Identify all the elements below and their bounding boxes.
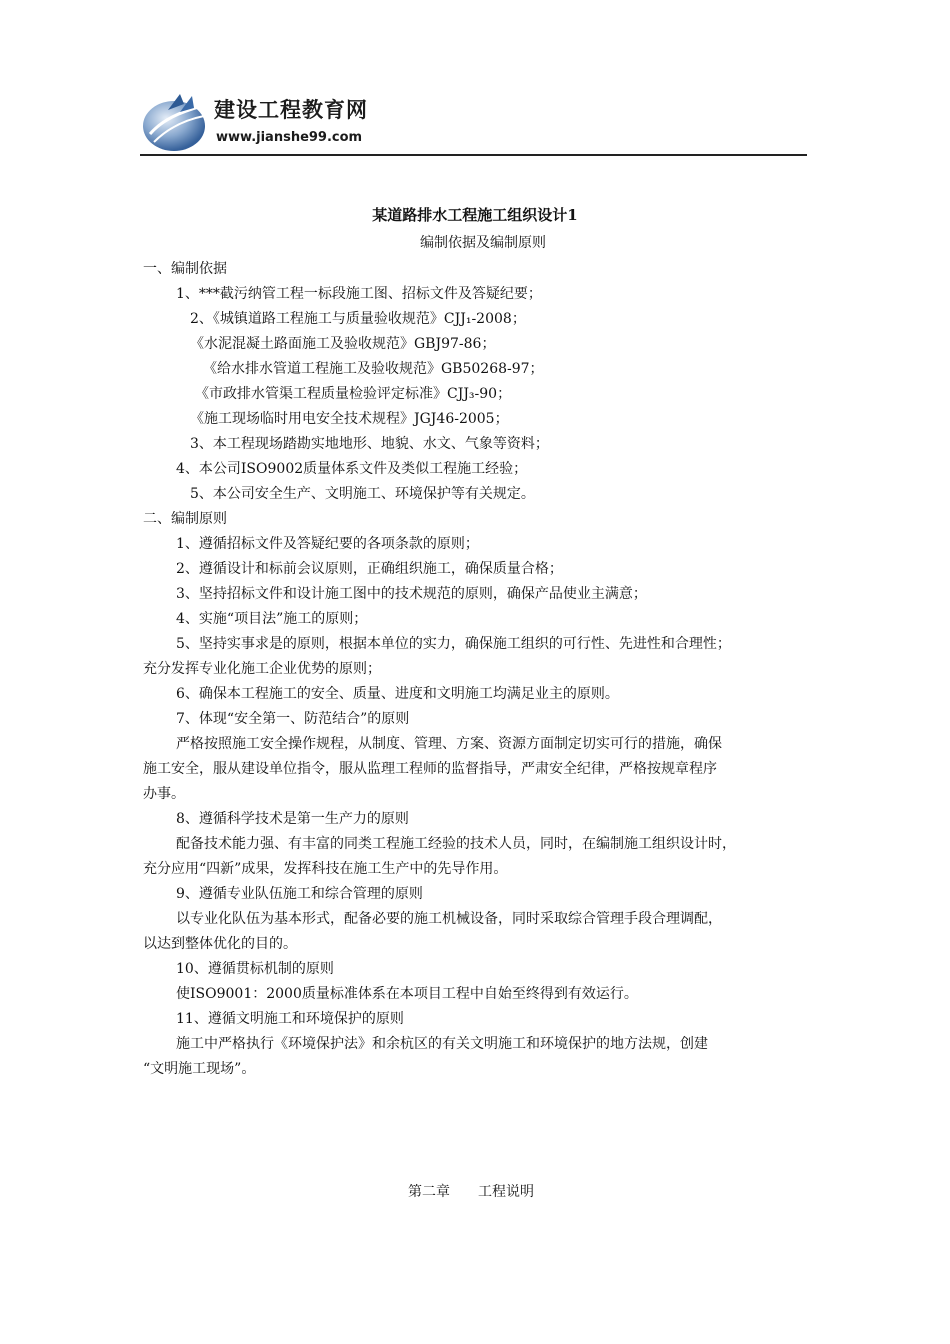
header-divider (140, 154, 807, 156)
list-item: 5、本公司安全生产、文明施工、环境保护等有关规定。 (190, 486, 535, 502)
list-item: 9、遵循专业队伍施工和综合管理的原则 (176, 886, 423, 902)
paragraph-line: 严格按照施工安全操作规程，从制度、管理、方案、资源方面制定切实可行的措施，确保 (176, 736, 722, 752)
list-item: 11、遵循文明施工和环境保护的原则 (176, 1011, 404, 1027)
logo-url[interactable]: www.jianshe99.com (216, 130, 363, 145)
chapter-heading: 第二章 工程说明 (408, 1184, 534, 1200)
paragraph-line: 使ISO9001：2000质量标准体系在本项目工程中自始至终得到有效运行。 (176, 986, 638, 1002)
list-item: 《市政排水管渠工程质量检验评定标准》CJJ₃-90； (195, 386, 512, 402)
list-item: 10、遵循贯标机制的原则 (176, 961, 334, 977)
list-item: 7、体现“安全第一、防范结合”的原则 (176, 711, 410, 727)
document-title: 某道路排水工程施工组织设计1 (372, 206, 578, 224)
list-item: 4、本公司ISO9002质量体系文件及类似工程施工经验； (176, 461, 528, 477)
list-item: 5、坚持实事求是的原则，根据本单位的实力，确保施工组织的可行性、先进性和合理性； (176, 636, 731, 652)
list-item: 4、实施“项目法”施工的原则； (176, 611, 368, 627)
paragraph-line: “文明施工现场”。 (143, 1061, 256, 1077)
logo-title: 建设工程教育网 (214, 98, 368, 122)
paragraph-line: 办事。 (143, 786, 185, 802)
document-subtitle: 编制依据及编制原则 (420, 235, 546, 251)
list-item: 《给水排水管道工程施工及验收规范》GB50268-97； (203, 361, 544, 377)
paragraph-line: 充分应用“四新”成果，发挥科技在施工生产中的先导作用。 (143, 861, 508, 877)
list-item: 1、遵循招标文件及答疑纪要的各项条款的原则； (176, 536, 479, 552)
paragraph-line: 配备技术能力强、有丰富的同类工程施工经验的技术人员，同时，在编制施工组织设计时， (176, 836, 736, 852)
site-header (140, 80, 807, 156)
paragraph-line: 施工安全，服从建设单位指令，服从监理工程师的监督指导，严肃安全纪律，严格按规章程序 (143, 761, 717, 777)
section-heading: 一、编制依据 (143, 261, 227, 277)
section-heading: 二、编制原则 (143, 511, 227, 527)
paragraph-line: 充分发挥专业化施工企业优势的原则； (143, 661, 381, 677)
list-item: 2、遵循设计和标前会议原则，正确组织施工，确保质量合格； (176, 561, 563, 577)
list-item: 8、遵循科学技术是第一生产力的原则 (176, 811, 409, 827)
list-item: 《水泥混凝土路面施工及验收规范》GBJ97-86； (190, 336, 496, 352)
list-item: 2、《城镇道路工程施工与质量验收规范》CJJ₁-2008； (190, 311, 526, 327)
list-item: 3、坚持招标文件和设计施工图中的技术规范的原则，确保产品使业主满意； (176, 586, 647, 602)
paragraph-line: 施工中严格执行《环境保护法》和余杭区的有关文明施工和环境保护的地方法规，创建 (176, 1036, 708, 1052)
paragraph-line: 以专业化队伍为基本形式，配备必要的施工机械设备，同时采取综合管理手段合理调配， (176, 911, 722, 927)
logo-globe-icon (140, 90, 212, 152)
list-item: 1、***截污纳管工程一标段施工图、招标文件及答疑纪要； (176, 286, 542, 302)
paragraph-line: 以达到整体优化的目的。 (143, 936, 297, 952)
list-item: 6、确保本工程施工的安全、质量、进度和文明施工均满足业主的原则。 (176, 686, 619, 702)
list-item: 《施工现场临时用电安全技术规程》JGJ46-2005； (190, 411, 509, 427)
list-item: 3、本工程现场踏勘实地地形、地貌、水文、气象等资料； (190, 436, 549, 452)
